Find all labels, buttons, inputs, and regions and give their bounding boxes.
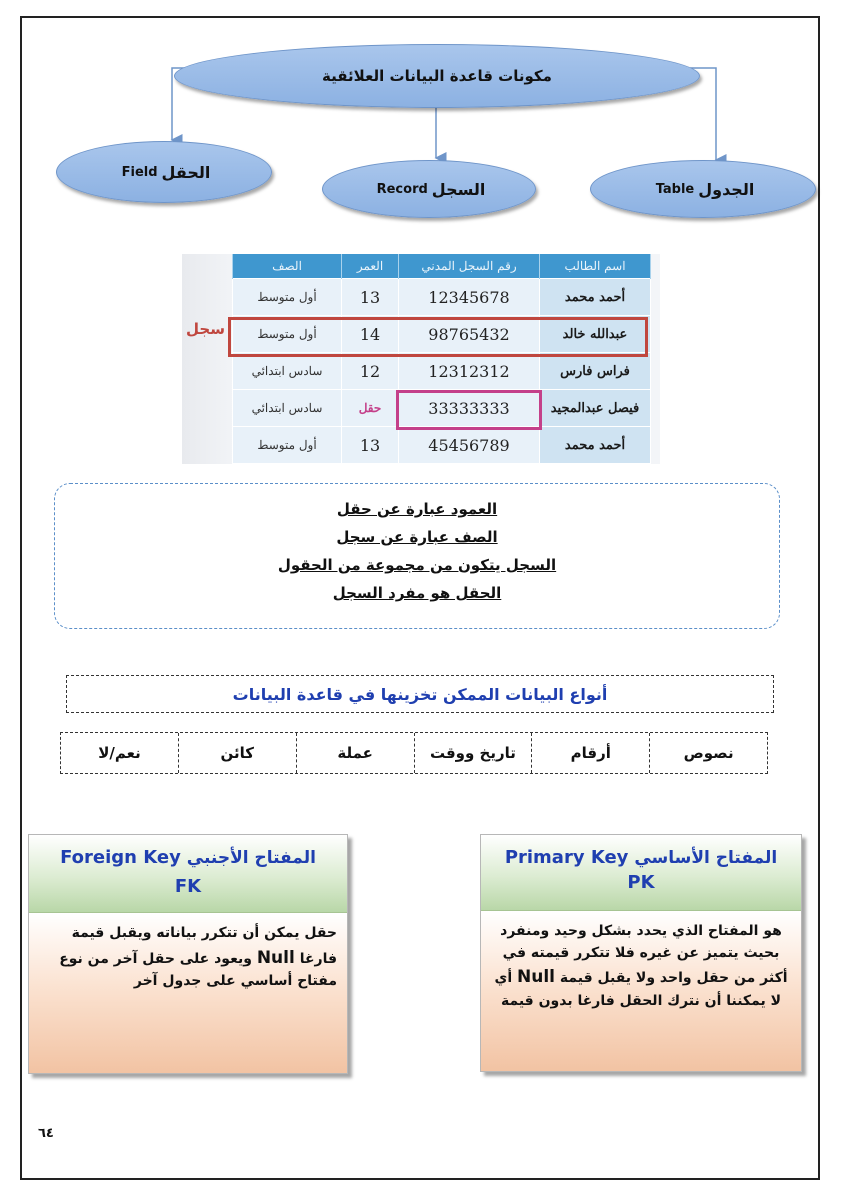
- note-row-record: الصف عبارة عن سجل: [336, 528, 498, 546]
- cell-grade: سادس ابتدائي: [233, 390, 342, 427]
- cell-name: عبدالله خالد: [540, 316, 651, 353]
- pk-desc-2: أي لا يمكننا أن نترك الحقل فارغا بدون قيمة: [494, 970, 782, 1009]
- cell-grade: سادس ابتدائي: [233, 353, 342, 390]
- pk-null: Null: [517, 967, 555, 988]
- header-name: اسم الطالب: [540, 254, 651, 279]
- fk-title-en: Foreign Key: [60, 847, 181, 868]
- cell-name: أحمد محمد: [540, 279, 651, 316]
- fk-title-ar: المفتاح الأجنبي: [186, 848, 316, 868]
- cell-name: فيصل عبدالمجيد: [540, 390, 651, 427]
- note-record-fields: السجل يتكون من مجموعة من الحقول: [277, 556, 557, 574]
- page-number: ٦٤: [38, 1126, 54, 1141]
- cell-field-label: حقل: [342, 390, 399, 427]
- pk-title-ar: المفتاح الأساسي: [634, 848, 778, 868]
- primary-key-header: [481, 835, 801, 911]
- field-highlight: [396, 390, 542, 430]
- pk-title-en: Primary Key: [504, 847, 629, 868]
- cell-age: 14: [342, 316, 399, 353]
- header-age: العمر: [342, 254, 399, 279]
- table-ellipse: [590, 160, 816, 218]
- foreign-key-box: [28, 834, 348, 1074]
- cell-age: 13: [342, 279, 399, 316]
- record-callout: سجل: [186, 320, 225, 338]
- table-row: [233, 279, 651, 316]
- fk-null: Null: [256, 947, 295, 968]
- cell-id: 98765432: [399, 316, 540, 353]
- data-type-numbers: أرقام: [531, 733, 649, 773]
- header-grade: الصف: [233, 254, 342, 279]
- primary-key-box: [480, 834, 802, 1072]
- data-type-datetime: تاريخ ووقت: [414, 733, 532, 773]
- record-highlight: [228, 317, 648, 357]
- field-ellipse: [56, 141, 272, 203]
- title-ellipse: [174, 44, 700, 108]
- note-column-field: العمود عبارة عن حقل: [336, 500, 498, 518]
- cell-age: 12: [342, 353, 399, 390]
- pk-abbr: PK: [627, 872, 655, 893]
- cell-name: أحمد محمد: [540, 427, 651, 464]
- data-type-yesno: نعم/لا: [98, 744, 141, 762]
- cell-grade: أول متوسط: [233, 427, 342, 464]
- definitions-box: [54, 483, 780, 629]
- student-table: [232, 254, 651, 464]
- diagram-connectors: [0, 0, 841, 260]
- table-label-en: Table: [655, 181, 695, 197]
- table-header-row: [233, 254, 651, 279]
- record-ellipse: [322, 160, 536, 218]
- foreign-key-header: [29, 835, 347, 913]
- foreign-key-description: [29, 913, 347, 1073]
- cell-grade: أول متوسط: [233, 316, 342, 353]
- cell-id: 12312312: [399, 353, 540, 390]
- student-table-figure: [182, 254, 660, 464]
- diagram-title: مكونات قاعدة البيانات العلائقية: [322, 67, 552, 85]
- field-label-en: Field: [121, 164, 158, 180]
- cell-id: 45456789: [399, 427, 540, 464]
- data-type-object: كائن: [178, 733, 296, 773]
- pk-desc-1: هو المفتاح الذي يحدد بشكل وحيد ومنفرد بحيث يتميز عن غيره فلا تتكرر قيمته في أكثر من حقل واحد ولا يقبل قيمة: [500, 923, 788, 987]
- cell-grade: أول متوسط: [233, 279, 342, 316]
- header-id: رقم السجل المدني: [399, 254, 540, 279]
- fk-desc-2: ويعود على حقل آخر من نوع مفتاح أساسي على جدول آخر: [59, 950, 337, 990]
- table-label-ar: الجدول: [698, 179, 755, 199]
- data-type-text: نصوص: [649, 733, 767, 773]
- cell-id: 33333333: [399, 390, 540, 427]
- data-type-currency: عملة: [296, 733, 414, 773]
- cell-age: 13: [342, 427, 399, 464]
- field-label-ar: الحقل: [161, 162, 211, 182]
- data-types-row: [60, 732, 768, 774]
- fk-abbr: FK: [174, 876, 202, 897]
- record-label-ar: السجل: [431, 179, 486, 199]
- cell-name: فراس فارس: [540, 353, 651, 390]
- fk-desc-1: حقل يمكن أن تتكرر بياناته ويقبل قيمة فارغا: [71, 925, 337, 967]
- data-types-title: أنواع البيانات الممكن تخزينها في قاعدة البيانات: [66, 675, 774, 713]
- table-row: [233, 427, 651, 464]
- table-row: [233, 353, 651, 390]
- primary-key-description: [481, 911, 801, 1071]
- cell-id: 12345678: [399, 279, 540, 316]
- note-field-singular: الحقل هو مفرد السجل: [332, 584, 502, 602]
- record-label-en: Record: [376, 181, 428, 197]
